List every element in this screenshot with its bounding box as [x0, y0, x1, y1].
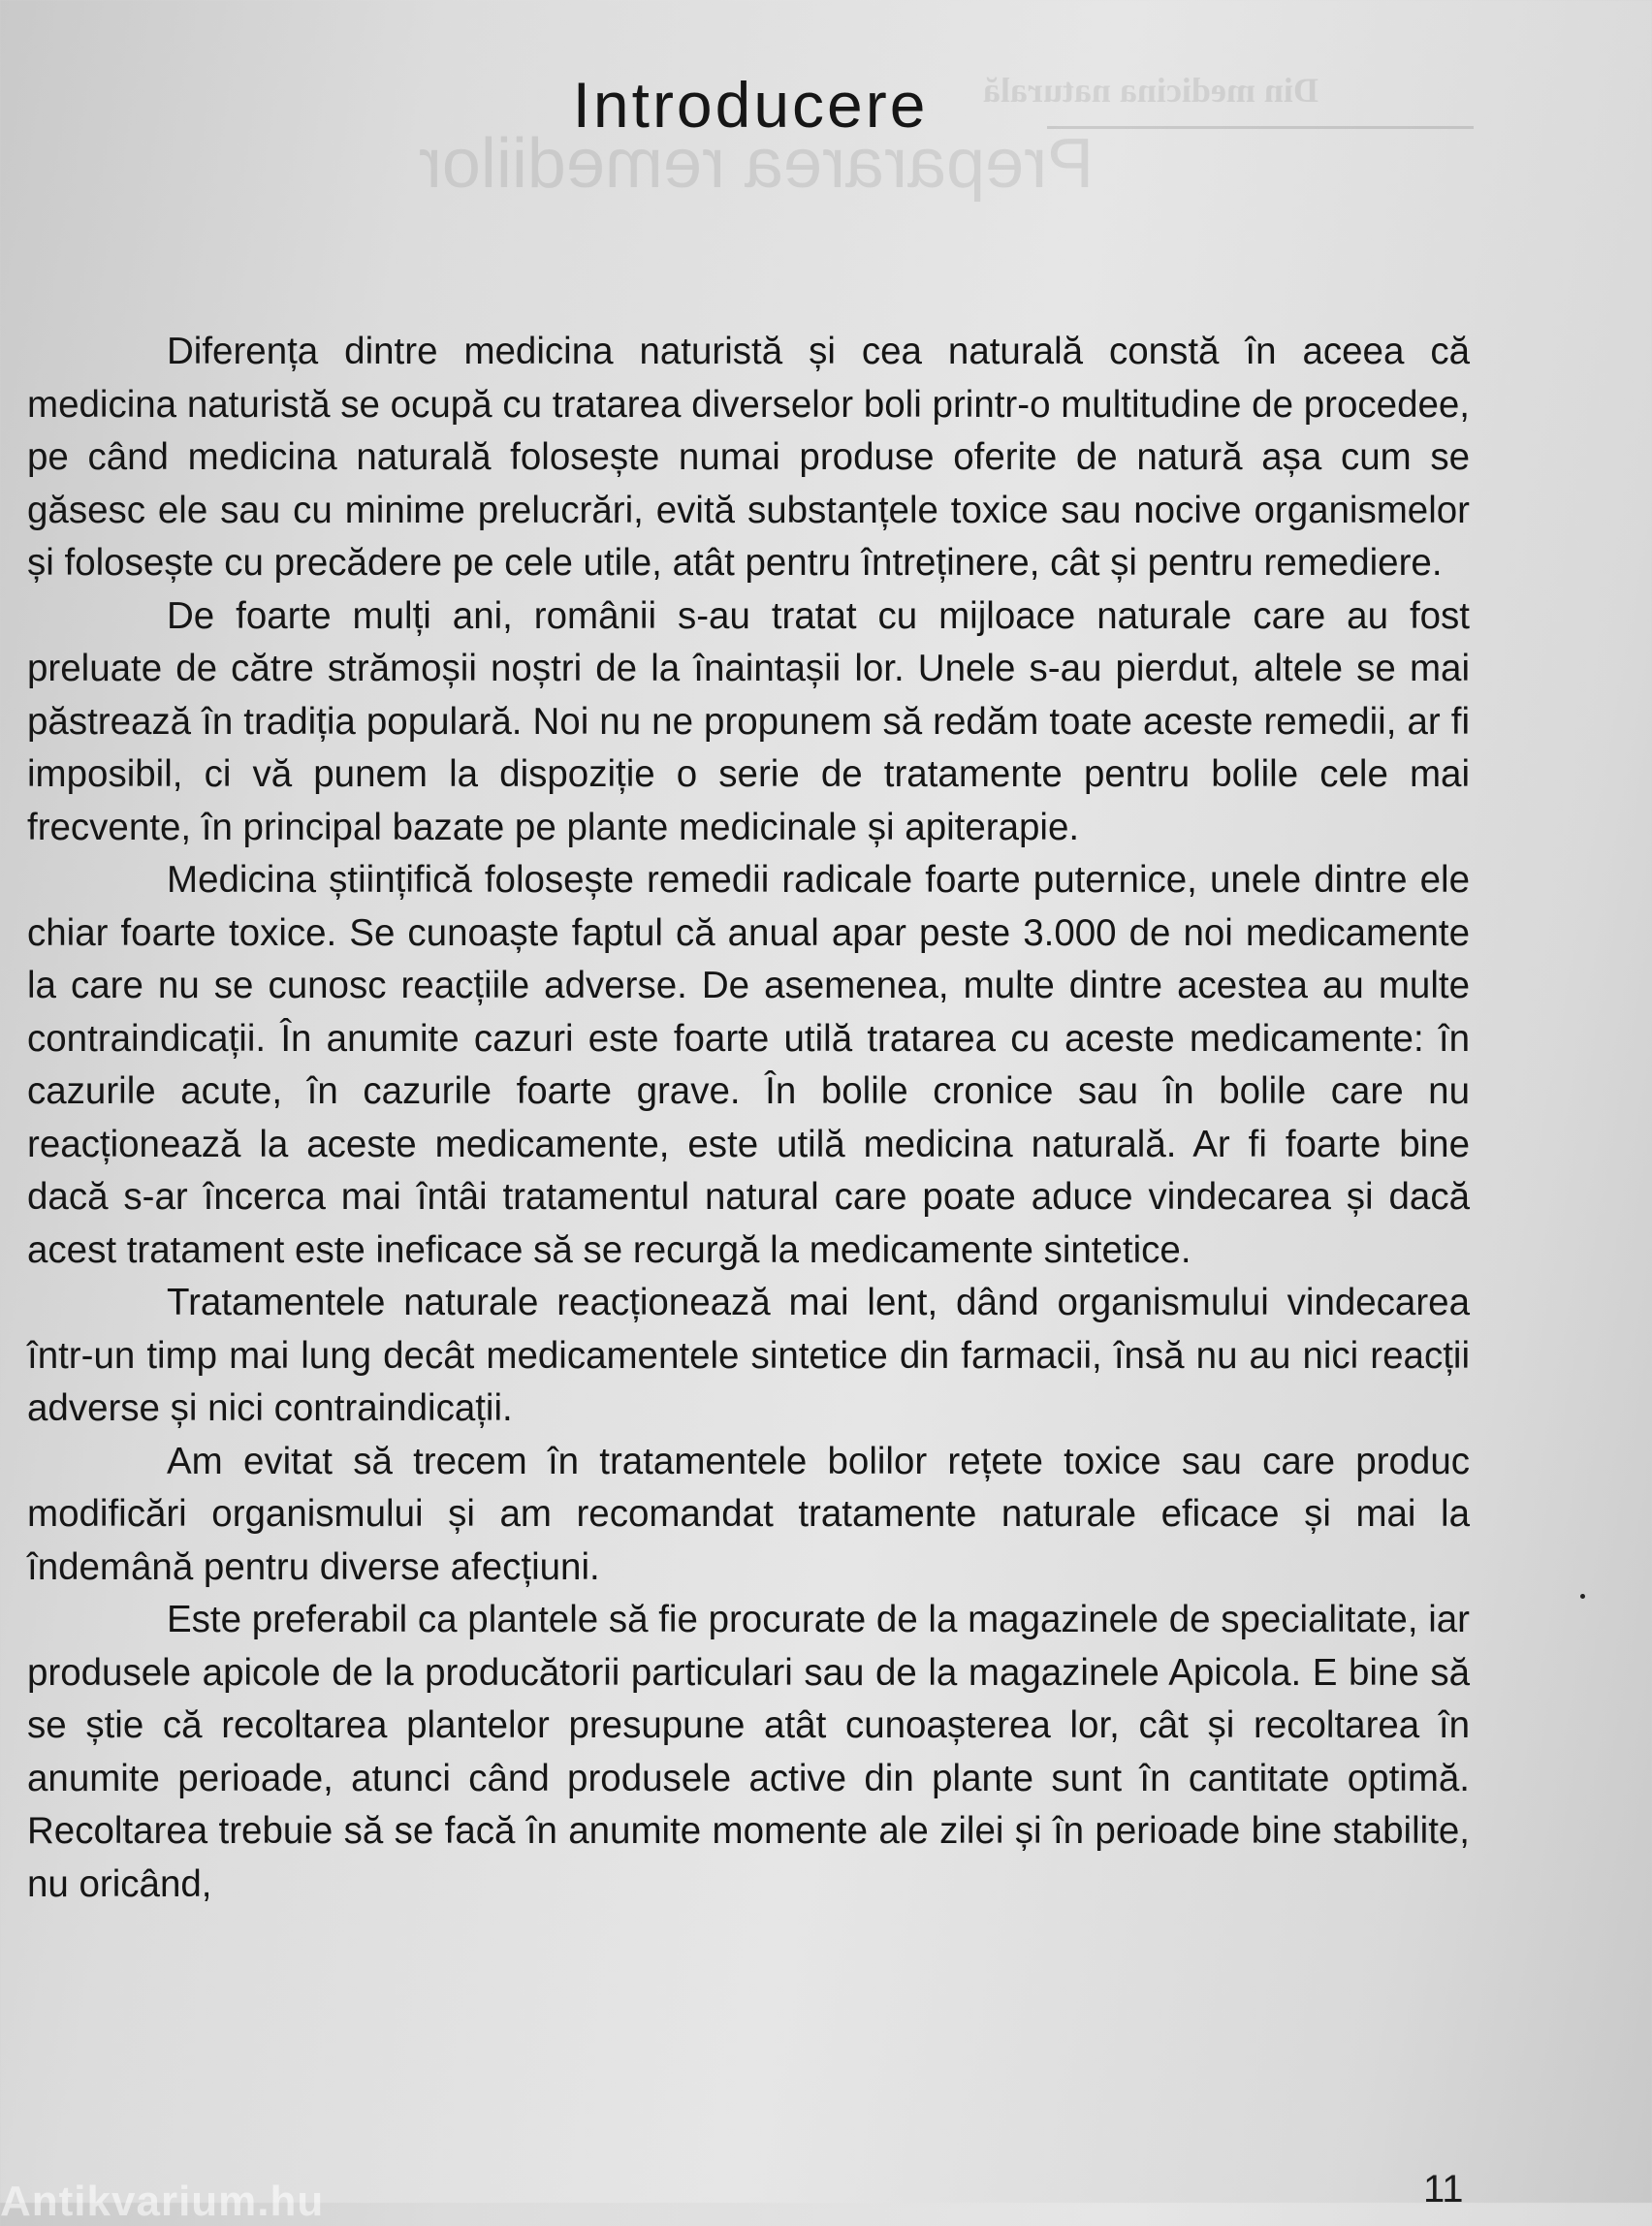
paragraph-4: Tratamentele naturale reacționează mai lent, dând organismului vindecarea într-un timp mai lung decât medicamentele sintetice din farmacii, însă nu au nici reacții adverse și nici contraindicații.	[27, 1282, 1470, 1429]
chapter-title: Introducere	[572, 69, 929, 141]
paper-speck	[1580, 1594, 1585, 1599]
watermark: Antikvarium.hu	[0, 2178, 325, 2225]
paragraph-2: De foarte mulți ani, românii s-au tratat cu mijloace naturale care au fost preluate de către strămoșii noștri de la înaintașii lor. Unele s-au pierdut, altele se mai păstrează în tradiția populară. Noi nu ne propunem să redăm toate aceste remedii, ar fi imposibil, ci vă punem la dispoziție o serie de tratamente pentru bolile cele mai frecvente, în principal bazate pe plante medicinale și apiterapie.	[27, 594, 1470, 848]
paragraph-6: Este preferabil ca plantele să fie procurate de la magazinele de specialitate, iar produsele apicole de la producătorii particulari sau de la magazinele Apicola. E bine să se știe că recoltarea plantelor presupune atât cunoașterea lor, cât și recoltarea în anumite perioade, atunci când produsele active din plante sunt în cantitate optimă. Recoltarea trebuie să se facă în anumite momente ale zilei și în perioade bine stabilite, nu oricând,	[27, 1599, 1471, 1905]
paragraph-1: Diferența dintre medicina naturistă și cea naturală constă în aceea că medicina naturistă se ocupă cu tratarea diverselor boli printr-o multitudine de procedee, pe când medicina naturală folosește numai produse oferite de natură așa cum se găsesc ele sau cu minime prelucrări, evită substanțele toxice sau nocive organismelor și folosește cu precădere pe cele utile, atât pentru întreținere, cât și pentru remediere.	[27, 331, 1470, 584]
paragraph-5: Am evitat să trecem în tratamentele bolilor rețete toxice sau care produc modificări organismului și am recomandat tratamente naturale eficace și mai la îndemână pentru diverse afecțiuni.	[27, 1440, 1470, 1588]
bleed-through-title: Prepararea remediilor	[418, 125, 1095, 203]
paragraph-3: Medicina științifică folosește remedii radicale foarte puternice, unele dintre ele chiar foarte toxice. Se cunoaște faptul că anual apar peste 3.000 de noi medicamente la care nu se cunosc reacțiile adverse. De asemenea, multe dintre acestea au multe contraindicații. În anumite cazuri este foarte utilă tratarea cu aceste medicamente: în cazurile acute, în cazurile foarte grave. În bolile cronice sau în bolile care nu reacționează la aceste medicamente, este utilă medicina naturală. Ar fi foarte bine dacă s-ar încerca mai întâi tratamentul natural care poate aduce vindecarea și dacă acest tratament este ineficace să se recurgă la medicamente sintetice.	[27, 859, 1470, 1271]
page-number: 11	[1423, 2168, 1464, 2210]
body-text	[27, 326, 1470, 1911]
bleed-through-header: Din medicina naturală	[983, 71, 1319, 110]
